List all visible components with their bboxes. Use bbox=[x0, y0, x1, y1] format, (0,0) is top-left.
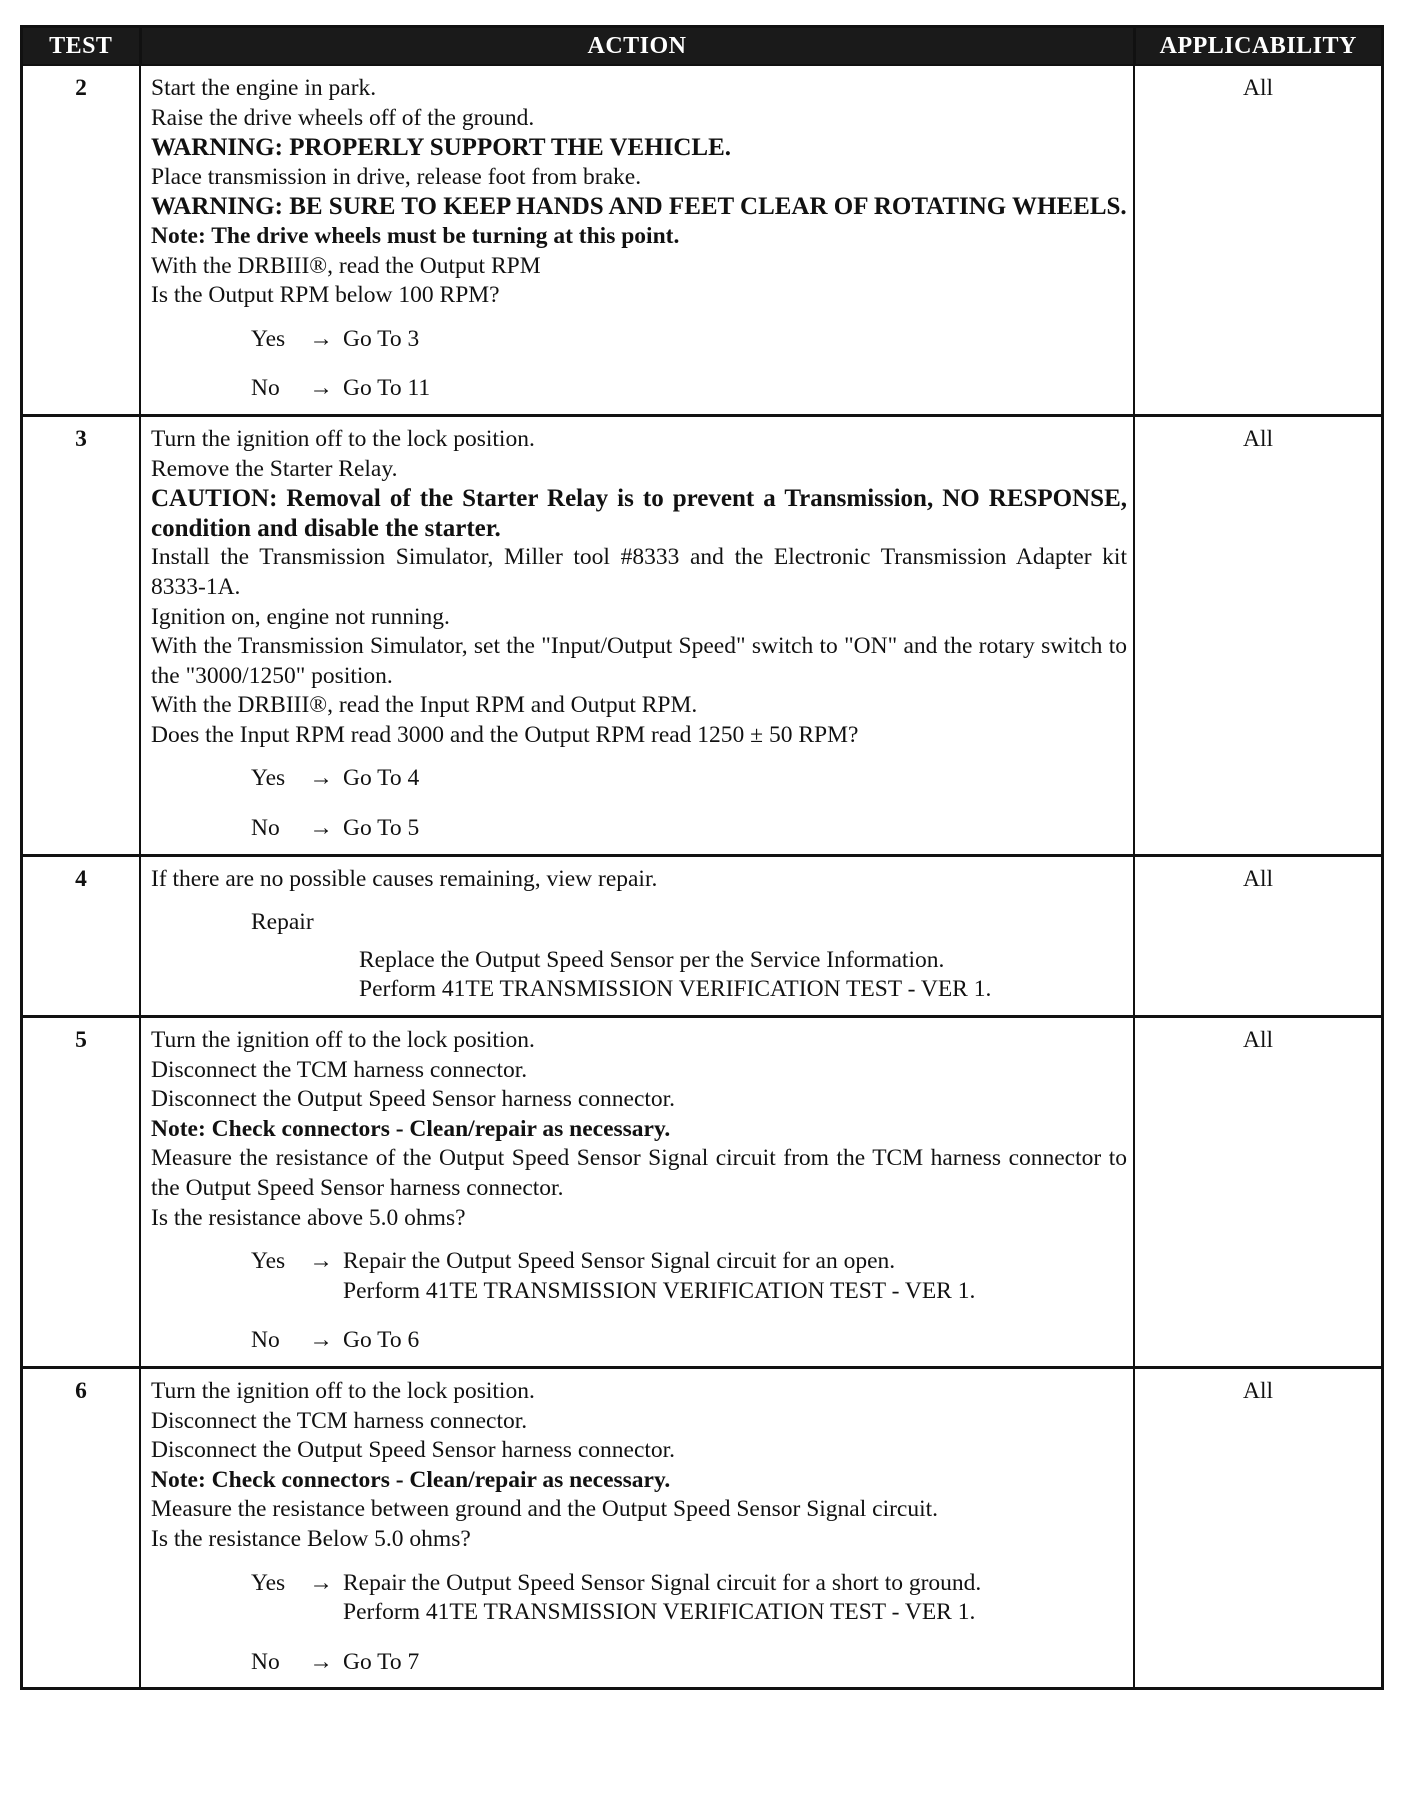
action-line: Raise the drive wheels off of the ground. bbox=[151, 104, 535, 131]
applicability-cell: All bbox=[1134, 855, 1381, 1016]
arrow-icon: → bbox=[309, 815, 333, 842]
table-row bbox=[23, 855, 1381, 1016]
action-line: Disconnect the TCM harness connector. bbox=[151, 1407, 528, 1434]
header-applicability: APPLICABILITY bbox=[1134, 28, 1381, 65]
test-number: 3 bbox=[23, 415, 140, 855]
yes-result-line: Perform 41TE TRANSMISSION VERIFICATION TEST - VER 1. bbox=[343, 1599, 976, 1626]
yes-result bbox=[343, 1247, 1127, 1306]
arrow-icon: → bbox=[309, 325, 333, 352]
action-line: Place transmission in drive, release foot from brake. bbox=[151, 163, 642, 190]
no-branch bbox=[151, 1326, 1127, 1356]
yes-branch bbox=[151, 764, 1127, 794]
yes-result: Go To 3 bbox=[343, 325, 420, 352]
question-text: Is the Output RPM below 100 RPM? bbox=[151, 282, 500, 309]
action-cell bbox=[140, 415, 1134, 855]
yes-branch bbox=[151, 325, 1127, 355]
action-line: Start the engine in park. bbox=[151, 75, 377, 101]
no-branch bbox=[151, 374, 1127, 404]
note-text: Note: The drive wheels must be turning at this point. bbox=[151, 222, 680, 249]
action-line: Disconnect the TCM harness connector. bbox=[151, 1056, 528, 1083]
no-label: No bbox=[251, 1648, 280, 1675]
action-line: Turn the ignition off to the lock position. bbox=[151, 1377, 535, 1404]
action-line: Disconnect the Output Speed Sensor harness connector. bbox=[151, 1086, 676, 1113]
no-branch bbox=[151, 1648, 1127, 1678]
note-text: Note: Check connectors - Clean/repair as necessary. bbox=[151, 1115, 671, 1142]
no-result: Go To 7 bbox=[343, 1648, 420, 1675]
action-line: Ignition on, engine not running. bbox=[151, 603, 450, 630]
table-row bbox=[23, 1017, 1381, 1368]
action-line: Remove the Starter Relay. bbox=[151, 455, 398, 482]
arrow-icon: → bbox=[309, 1248, 333, 1275]
no-label: No bbox=[251, 375, 280, 402]
yes-result-line: Repair the Output Speed Sensor Signal circuit for an open. bbox=[343, 1248, 896, 1275]
question-text: Is the resistance Below 5.0 ohms? bbox=[151, 1525, 471, 1552]
applicability-cell: All bbox=[1134, 65, 1381, 415]
applicability-cell: All bbox=[1134, 1017, 1381, 1368]
action-line: If there are no possible causes remaining, view repair. bbox=[151, 865, 658, 892]
yes-result-line: Perform 41TE TRANSMISSION VERIFICATION TEST - VER 1. bbox=[343, 1277, 976, 1304]
applicability-cell: All bbox=[1134, 415, 1381, 855]
test-number: 2 bbox=[23, 65, 140, 415]
action-cell bbox=[140, 65, 1134, 415]
arrow-icon: → bbox=[309, 1569, 333, 1596]
action-line: With the DRBIII®, read the Input RPM and Output RPM. bbox=[151, 692, 698, 719]
yes-label: Yes bbox=[251, 765, 286, 792]
no-result: Go To 11 bbox=[343, 375, 431, 402]
no-result: Go To 5 bbox=[343, 815, 420, 842]
test-number: 4 bbox=[23, 855, 140, 1016]
arrow-icon: → bbox=[309, 1648, 333, 1675]
applicability-cell: All bbox=[1134, 1367, 1381, 1687]
yes-branch bbox=[151, 1247, 1127, 1306]
no-label: No bbox=[251, 815, 280, 842]
arrow-icon: → bbox=[309, 765, 333, 792]
note-text: Note: Check connectors - Clean/repair as necessary. bbox=[151, 1466, 671, 1493]
action-line: With the DRBIII®, read the Output RPM bbox=[151, 252, 541, 279]
yes-label: Yes bbox=[251, 1248, 286, 1275]
action-line: With the Transmission Simulator, set the "Input/Output Speed" switch to "ON" and the rotary switch to the "3000/1250" position. bbox=[151, 633, 1127, 689]
no-label: No bbox=[251, 1327, 280, 1354]
warning-text: WARNING: BE SURE TO KEEP HANDS AND FEET CLEAR OF ROTATING WHEELS. bbox=[151, 193, 1127, 221]
yes-branch bbox=[151, 1569, 1127, 1628]
warning-text: WARNING: PROPERLY SUPPORT THE VEHICLE. bbox=[151, 134, 732, 162]
repair-instruction: Replace the Output Speed Sensor per the Service Information. bbox=[359, 946, 945, 973]
header-action: ACTION bbox=[140, 28, 1134, 65]
table-row bbox=[23, 65, 1381, 415]
caution-text: CAUTION: Removal of the Starter Relay is to prevent a Transmission, NO RESPONSE, condition and disable the starter. bbox=[151, 485, 1127, 542]
action-line: Install the Transmission Simulator, Miller tool #8333 and the Electronic Transmission Adapter kit 8333-1A. bbox=[151, 544, 1127, 600]
table-row bbox=[23, 1367, 1381, 1687]
no-branch bbox=[151, 814, 1127, 844]
table-row bbox=[23, 415, 1381, 855]
header-test: TEST bbox=[23, 28, 140, 65]
yes-result: Go To 4 bbox=[343, 765, 420, 792]
repair-instruction: Perform 41TE TRANSMISSION VERIFICATION TEST - VER 1. bbox=[359, 976, 992, 1003]
yes-result bbox=[343, 1569, 1127, 1628]
action-line: Turn the ignition off to the lock position. bbox=[151, 1027, 535, 1054]
action-line: Measure the resistance between ground and the Output Speed Sensor Signal circuit. bbox=[151, 1496, 939, 1523]
action-line: Turn the ignition off to the lock position. bbox=[151, 425, 535, 452]
arrow-icon: → bbox=[309, 1327, 333, 1354]
no-result: Go To 6 bbox=[343, 1327, 420, 1354]
action-cell bbox=[140, 1367, 1134, 1687]
action-cell bbox=[140, 855, 1134, 1016]
repair-block bbox=[151, 908, 1127, 1005]
diagnostic-test-sheet bbox=[20, 25, 1384, 1690]
question-text: Does the Input RPM read 3000 and the Output RPM read 1250 ± 50 RPM? bbox=[151, 721, 859, 748]
action-line: Disconnect the Output Speed Sensor harness connector. bbox=[151, 1437, 676, 1464]
yes-label: Yes bbox=[251, 325, 286, 352]
yes-label: Yes bbox=[251, 1569, 286, 1596]
yes-result-line: Repair the Output Speed Sensor Signal circuit for a short to ground. bbox=[343, 1569, 982, 1596]
repair-label: Repair bbox=[251, 909, 314, 936]
diagnostic-table bbox=[23, 28, 1381, 1687]
test-number: 6 bbox=[23, 1367, 140, 1687]
question-text: Is the resistance above 5.0 ohms? bbox=[151, 1204, 466, 1231]
arrow-icon: → bbox=[309, 375, 333, 402]
test-number: 5 bbox=[23, 1017, 140, 1368]
action-cell bbox=[140, 1017, 1134, 1368]
table-header-row bbox=[23, 28, 1381, 65]
action-line: Measure the resistance of the Output Speed Sensor Signal circuit from the TCM harness connector to the Output Speed Sensor harness connector. bbox=[151, 1145, 1127, 1201]
